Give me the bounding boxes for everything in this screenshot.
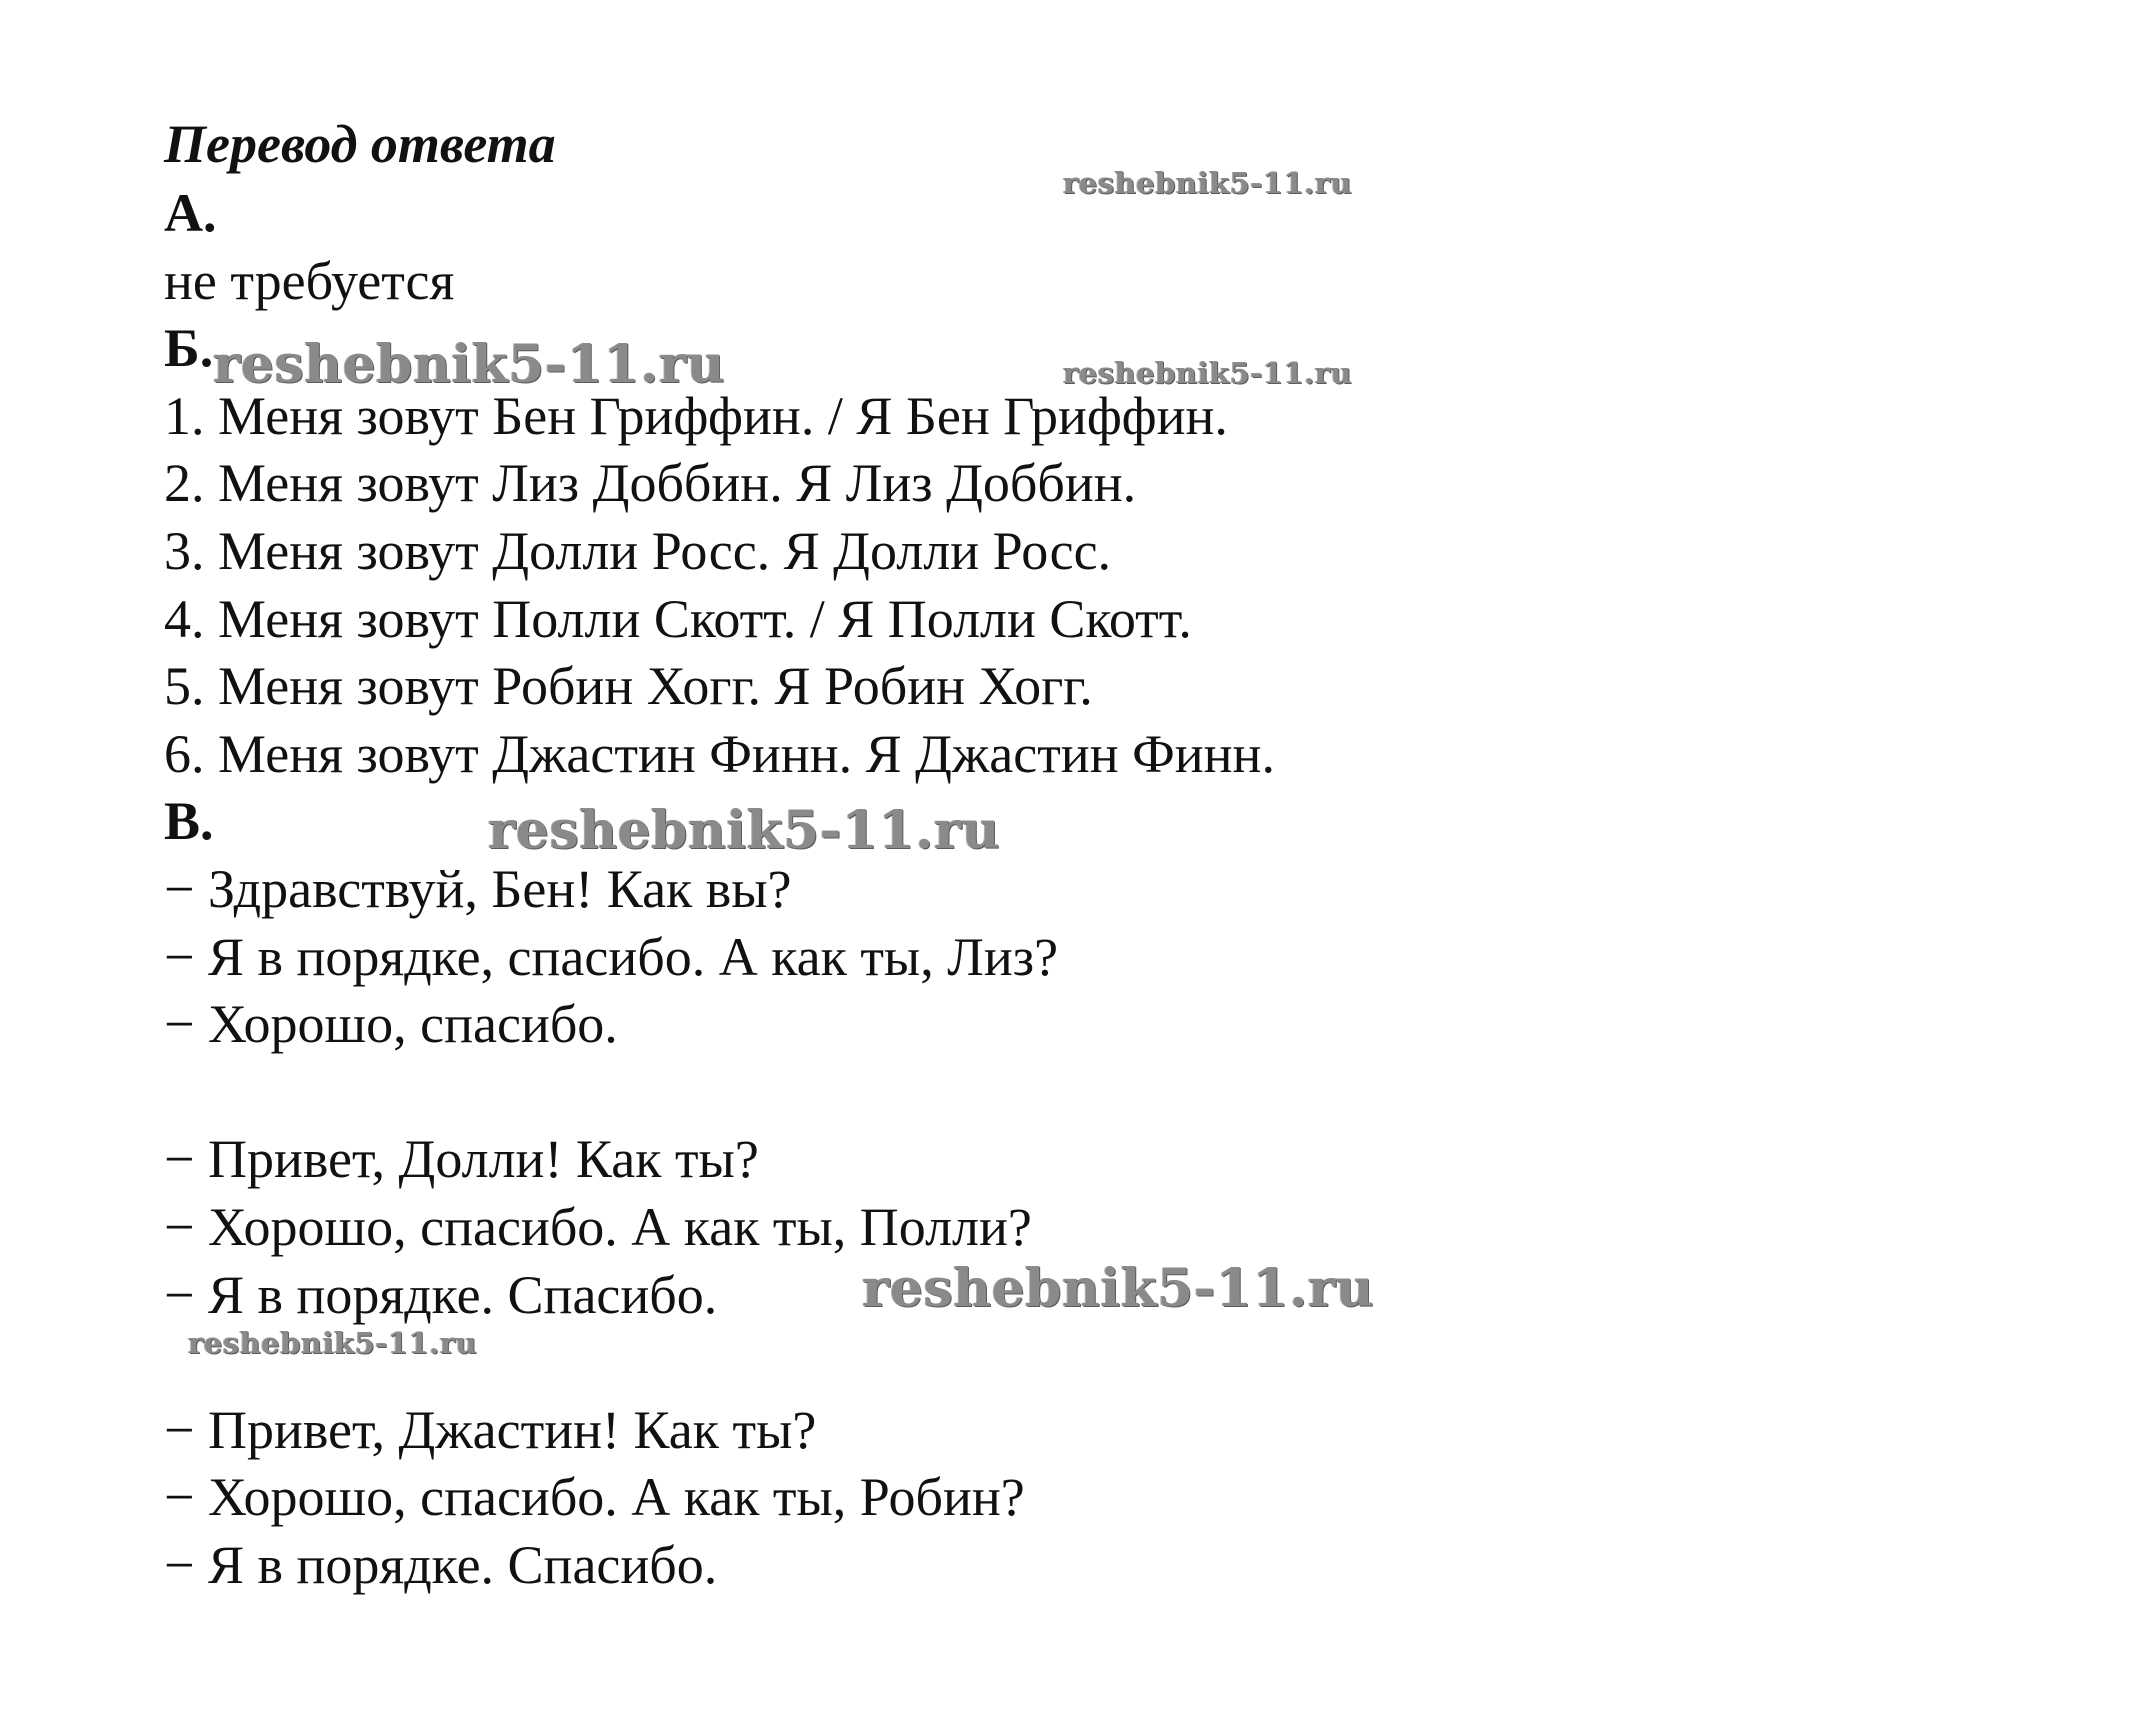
- section-b-line-5: 5. Меня зовут Робин Хогг. Я Робин Хогг.: [164, 656, 1093, 717]
- section-a-text: не требуется: [164, 250, 455, 311]
- watermark: reshebnik5-11.ru: [1063, 356, 1353, 390]
- dialogue-3-line-1: − Привет, Джастин! Как ты?: [164, 1399, 817, 1460]
- dialogue-1-line-2: − Я в порядке, спасибо. А как ты, Лиз?: [164, 926, 1059, 987]
- watermark: reshebnik5-11.ru: [213, 334, 726, 395]
- dialogue-3-line-3: − Я в порядке. Спасибо.: [164, 1534, 718, 1595]
- section-b-line-1: 1. Меня зовут Бен Гриффин. / Я Бен Гриффин.: [164, 385, 1228, 446]
- watermark: reshebnik5-11.ru: [188, 1326, 478, 1360]
- dialogue-1-line-1: − Здравствуй, Бен! Как вы?: [164, 858, 792, 919]
- dialogue-3-line-2: − Хорошо, спасибо. А как ты, Робин?: [164, 1467, 1025, 1528]
- dialogue-spacer: [164, 1059, 2064, 1127]
- dialogue-2-line-1: − Привет, Долли! Как ты?: [164, 1129, 759, 1190]
- watermark: reshebnik5-11.ru: [1063, 166, 1353, 200]
- section-b-line-3: 3. Меня зовут Долли Росс. Я Долли Росс.: [164, 520, 1112, 581]
- document-title: Перевод ответа: [164, 114, 556, 174]
- section-b-line-6: 6. Меня зовут Джастин Финн. Я Джастин Финн.: [164, 723, 1275, 784]
- section-a-label: А.: [164, 183, 217, 243]
- answer-document: [164, 108, 2064, 1599]
- dialogue-1-line-3: − Хорошо, спасибо.: [164, 994, 618, 1055]
- section-b-line-4: 4. Меня зовут Полли Скотт. / Я Полли Скотт.: [164, 588, 1192, 649]
- section-b-line-2: 2. Меня зовут Лиз Доббин. Я Лиз Доббин.: [164, 453, 1137, 514]
- watermark: reshebnik5-11.ru: [488, 800, 1001, 861]
- watermark: reshebnik5-11.ru: [862, 1258, 1375, 1319]
- section-v-label: В.: [164, 791, 214, 852]
- section-b-label: Б.: [164, 318, 214, 379]
- dialogue-2-line-2: − Хорошо, спасибо. А как ты, Полли?: [164, 1196, 1032, 1257]
- dialogue-2-line-3: − Я в порядке. Спасибо.: [164, 1264, 718, 1325]
